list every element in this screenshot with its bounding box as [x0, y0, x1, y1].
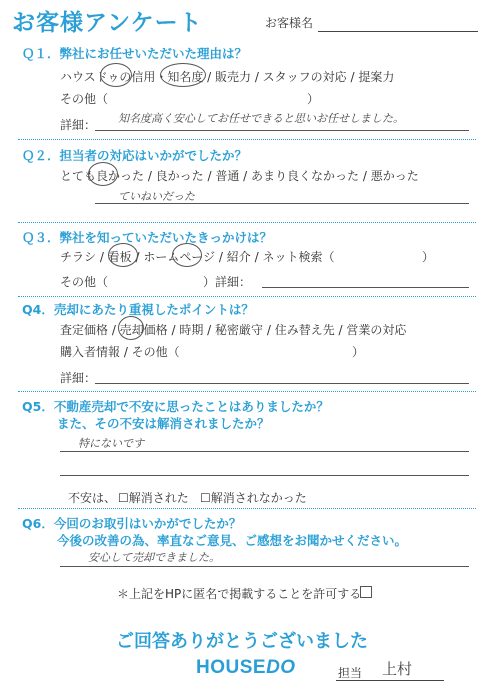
q2-comment-line — [95, 203, 469, 204]
q3-other-close: ）詳細： — [203, 275, 252, 289]
q2-options: とても良かった / 良かった / 普通 / あまり良くなかった / 悪かった — [60, 169, 419, 183]
divider-2 — [18, 222, 476, 223]
q6-title-line2: 今後の改善の為、率直なご意見、ご感想をお聞かせください。 — [57, 533, 408, 548]
q5-answer-line-1 — [60, 451, 469, 452]
customer-name-label: お客様名 — [265, 16, 314, 30]
staff-field-line — [336, 680, 444, 681]
q3-other-label: その他（ — [60, 275, 109, 289]
q3-title: Ｑ３．弊社を知っていただいたきっかけは？ — [22, 230, 273, 245]
q4-options-line2: 購入者情報 / その他（ — [60, 345, 180, 359]
customer-name-field[interactable] — [318, 31, 478, 32]
q5-answer-handwriting: 特にないです — [78, 437, 144, 450]
q6-title-line1: Q6．今回のお取引はいかがでしたか？ — [22, 516, 242, 531]
q3-options-line1: チラシ / 看板 / ホームページ / 紹介 / ネット検索（ — [60, 250, 335, 264]
staff-label: 担当 — [338, 666, 363, 680]
q1-title: Ｑ１．弊社にお任せいただいた理由は？ — [22, 46, 248, 61]
q4-title: Q4．売却にあたり重視したポイントは？ — [22, 302, 254, 317]
housedo-logo: HOUSEDO — [196, 657, 296, 678]
staff-name-handwriting: 上村 — [382, 660, 413, 678]
q2-comment-handwriting: ていねいだった — [118, 190, 195, 203]
q4-detail-line — [95, 383, 469, 384]
survey-title: お客様アンケート — [12, 10, 203, 36]
q2-title: Ｑ２．担当者の対応はいかがでしたか？ — [22, 148, 248, 163]
consent-checkbox[interactable] — [360, 586, 372, 598]
q1-circle-mark-2 — [160, 63, 206, 87]
q1-detail-label: 詳細： — [60, 118, 97, 132]
q1-options-line2-close: ） — [307, 92, 320, 106]
divider-1 — [18, 139, 476, 140]
q1-detail-handwriting: 知名度高く安心してお任せできると思いお任せしました。 — [118, 112, 404, 125]
q5-title-line1: Q5．不動産売却で不安に思ったことはありましたか？ — [22, 399, 329, 414]
q5-unresolved-option[interactable]: ☐解消されなかった — [200, 491, 307, 505]
q3-options-line1-close: ） — [422, 250, 435, 264]
consent-text: ＊上記をHPに匿名で掲載することを許可する — [117, 587, 362, 601]
q4-detail-label: 詳細： — [60, 371, 97, 385]
q3-circle-mark-2 — [172, 243, 202, 267]
q5-title-line2: また、その不安は解消されましたか？ — [57, 416, 270, 431]
q6-answer-line — [60, 566, 469, 567]
q5-answer-line-2 — [60, 475, 469, 476]
q5-resolved-option[interactable]: ☐解消された — [118, 491, 189, 505]
q1-options-line1: ハウスドゥの信用・知名度 / 販売力 / スタッフの対応 / 提案力 — [60, 70, 395, 84]
q3-circle-mark-1 — [108, 243, 138, 267]
q6-answer-handwriting: 安心して売却できました。 — [88, 551, 220, 564]
q5-anxiety-label: 不安は、 — [68, 491, 117, 505]
divider-5 — [18, 508, 476, 509]
q4-options-line2-close: ） — [352, 345, 365, 359]
thanks-message: ご回答ありがとうございました — [116, 631, 368, 652]
q1-detail-line — [95, 130, 469, 131]
q1-options-line2: その他（ — [60, 92, 109, 106]
q4-options-line1: 査定価格 / 売却価格 / 時期 / 秘密厳守 / 住み替え先 / 営業の対応 — [60, 323, 407, 337]
divider-3 — [18, 296, 476, 297]
q4-circle-mark — [118, 316, 144, 340]
q2-circle-mark — [88, 162, 118, 186]
q3-detail-line — [262, 287, 469, 288]
q1-circle-mark-1 — [100, 63, 132, 87]
divider-4 — [18, 391, 476, 392]
